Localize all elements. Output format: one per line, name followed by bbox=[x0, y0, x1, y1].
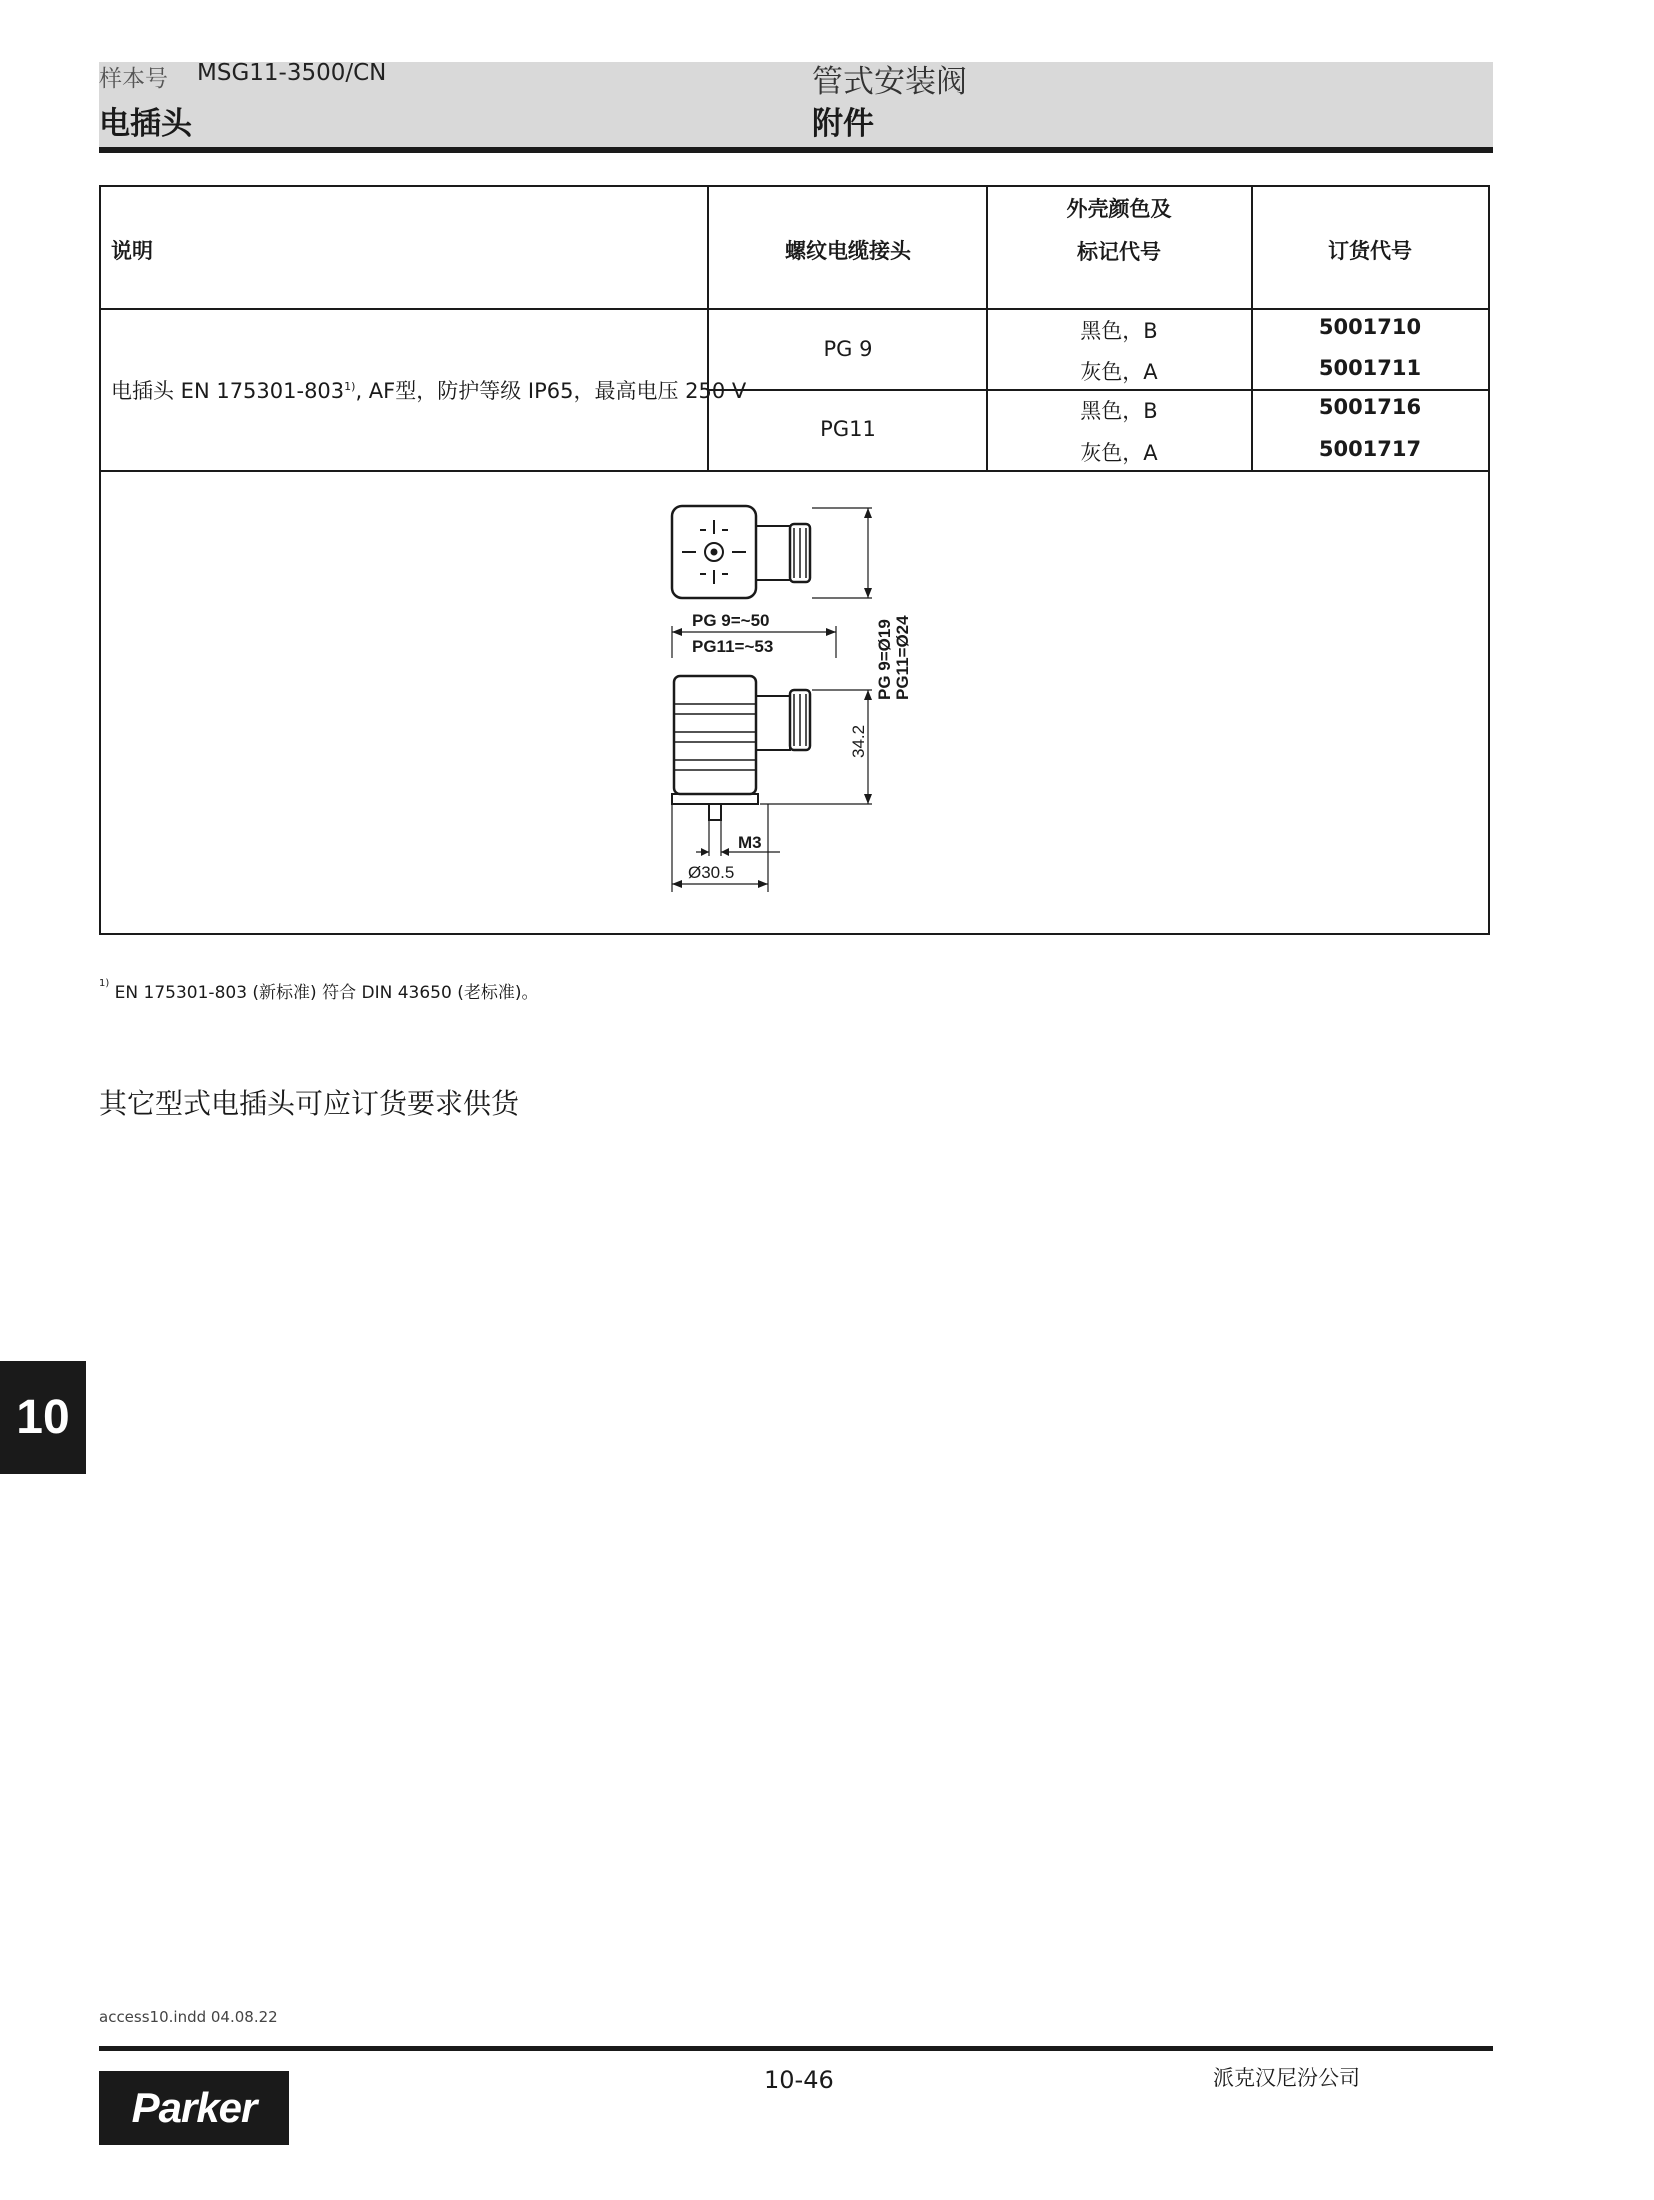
header-color-line2: 标记代号 bbox=[1077, 240, 1161, 264]
table-cell-color: 灰色，A bbox=[1080, 441, 1158, 465]
screw-label: M3 bbox=[738, 833, 762, 852]
table-cell-order: 5001711 bbox=[1318, 356, 1422, 380]
table-cell-order: 5001710 bbox=[1318, 315, 1422, 339]
header-thread: 螺纹电缆接头 bbox=[785, 239, 911, 263]
screw-head bbox=[709, 804, 721, 820]
table-cell-order: 5001717 bbox=[1318, 437, 1422, 461]
catalog-number: MSG11-3500/CN bbox=[197, 60, 387, 86]
parker-logo: Parker bbox=[99, 2071, 289, 2145]
dia-pg11-label: PG11=Ø24 bbox=[893, 615, 912, 700]
connector-drawing bbox=[660, 500, 940, 900]
gland-knurl bbox=[794, 528, 806, 578]
footer-rule bbox=[99, 2046, 1493, 2051]
housing-ribs bbox=[674, 704, 756, 770]
header-row-divider bbox=[101, 308, 1488, 310]
thread-pg9: PG 9 bbox=[823, 337, 873, 361]
gland-side-body bbox=[756, 696, 790, 750]
chapter-tab: 10 bbox=[0, 1361, 86, 1474]
footnote: $^{1)}$ EN 175301-803 (新标准) 符合 DIN 43650 (老标准)。 bbox=[99, 978, 539, 1003]
product-description: 电插头 EN 175301-803$^{1)}$, AF型，防护等级 IP65，最高电压 250 V bbox=[111, 379, 747, 403]
section-title: 电插头 bbox=[99, 106, 192, 142]
gland-side-knurl bbox=[794, 694, 806, 746]
housing-base bbox=[672, 794, 758, 804]
dia-pg9-label: PG 9=Ø19 bbox=[875, 619, 894, 700]
file-info: access10.indd 04.08.22 bbox=[99, 2008, 278, 2026]
col-divider bbox=[986, 187, 988, 470]
thread-pg11: PG11 bbox=[820, 417, 876, 441]
pin-dot bbox=[711, 549, 717, 555]
diameter-label: Ø30.5 bbox=[688, 863, 735, 882]
col-divider bbox=[707, 187, 709, 470]
table-cell-color: 黑色，B bbox=[1080, 399, 1158, 423]
order-note: 其它型式电插头可应订货要求供货 bbox=[99, 1087, 520, 1120]
header-order: 订货代号 bbox=[1328, 239, 1412, 263]
page-number: 10-46 bbox=[764, 2066, 834, 2094]
category-title: 附件 bbox=[812, 106, 874, 142]
group-divider bbox=[707, 389, 1488, 391]
table-bottom-divider bbox=[101, 470, 1488, 472]
header-desc: 说明 bbox=[111, 239, 153, 263]
width-pg9-label: PG 9=~50 bbox=[692, 611, 770, 630]
housing-side-view bbox=[674, 676, 756, 794]
dia-dim-lines bbox=[812, 508, 872, 598]
table-cell-order: 5001716 bbox=[1318, 395, 1422, 419]
col-divider bbox=[1251, 187, 1253, 470]
series-title: 管式安装阀 bbox=[812, 64, 967, 100]
header-color-line1: 外壳颜色及 bbox=[1066, 197, 1172, 221]
header-rule bbox=[99, 147, 1493, 153]
table-cell-color: 灰色，A bbox=[1080, 360, 1158, 384]
width-pg11-label: PG11=~53 bbox=[692, 637, 774, 656]
screw-dim-arrows bbox=[701, 848, 729, 856]
catalog-label: 样本号 bbox=[99, 66, 168, 92]
gland-body bbox=[756, 526, 790, 580]
height-label: 34.2 bbox=[849, 724, 868, 758]
table-cell-color: 黑色，B bbox=[1080, 319, 1158, 343]
company-name: 派克汉尼汾公司 bbox=[1213, 2066, 1360, 2090]
